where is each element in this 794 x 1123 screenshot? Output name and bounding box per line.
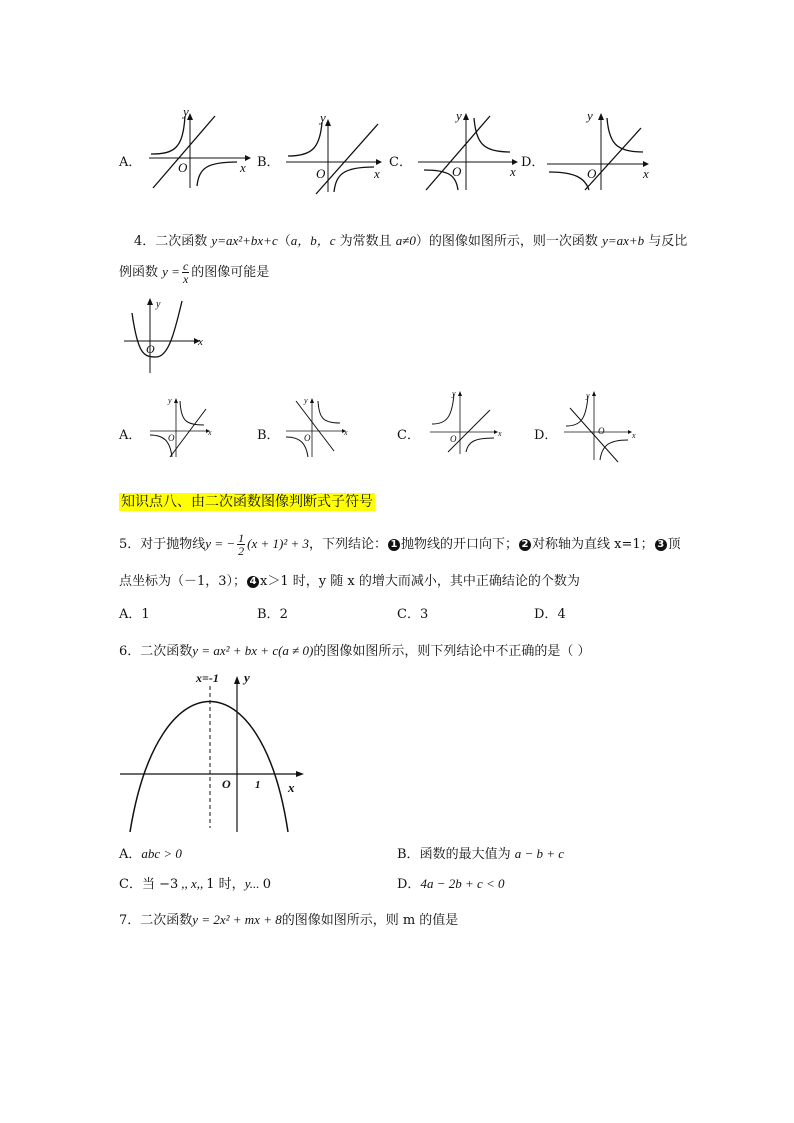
axis-x-label: x xyxy=(208,428,212,437)
q4-fraction xyxy=(182,260,189,285)
q4-parabola-graph xyxy=(120,295,210,377)
choice-value: 4 xyxy=(557,607,566,622)
choice-value: 2 xyxy=(279,607,288,622)
choice-label: B． xyxy=(257,607,280,622)
choice-label: C． xyxy=(119,877,142,892)
q3-option-b-label[interactable]: B． xyxy=(257,155,280,170)
choice-value: abc > 0 xyxy=(141,846,182,861)
q4-option-b-label[interactable]: B． xyxy=(257,428,280,443)
choice-expr: a − b + c xyxy=(514,846,565,861)
q5-number: 5． xyxy=(119,537,141,552)
axis-x-label: x xyxy=(198,336,203,348)
q4-text: 为常数且 xyxy=(335,234,396,249)
q6-choice-c[interactable] xyxy=(119,873,271,892)
q4-option-c-label[interactable]: C． xyxy=(397,428,420,443)
q4-text: ）的图像如图所示，则一次函数 xyxy=(415,234,603,249)
q6-expr: y = ax² + bx + c(a ≠ 0) xyxy=(192,643,314,658)
origin-label: O xyxy=(168,433,175,443)
fraction-denominator: 2 xyxy=(238,544,245,558)
q7-text: 的图像如图所示，则 m 的值是 xyxy=(281,913,459,928)
q4-option-b-graph xyxy=(284,395,352,459)
q4-expr-quadratic: y=ax²+bx+c xyxy=(211,233,278,248)
q3-option-b-graph xyxy=(282,112,392,194)
q7-expr: y = 2x² + mx + 8 xyxy=(192,912,282,927)
q5-expr-suffix: (x + 1)² + 3 xyxy=(247,536,309,551)
circled-number-4: 4 xyxy=(247,576,259,588)
q3-option-a-graph xyxy=(145,104,255,190)
axis-x-label: x xyxy=(510,164,516,179)
choice-label: D． xyxy=(397,877,421,892)
q6-parabola-graph xyxy=(118,668,318,834)
choice-label: A． xyxy=(119,847,142,862)
q4-option-a-label[interactable]: A． xyxy=(119,428,142,443)
q7-number: 7． xyxy=(119,913,141,928)
q6-choice-a[interactable] xyxy=(119,843,182,862)
origin-label: O xyxy=(146,342,155,356)
choice-geq: ... xyxy=(249,876,263,891)
q5-text: ，下列结论： xyxy=(309,537,388,552)
choice-value: 当 −3 xyxy=(141,877,179,892)
choice-value: 1 xyxy=(141,607,150,622)
q5-stem-line1 xyxy=(119,532,681,557)
q6-text: 的图像如图所示，则下列结论中不正确的是（ ） xyxy=(313,644,591,659)
q6-number: 6． xyxy=(119,644,141,659)
q4-option-d-graph xyxy=(562,388,642,462)
section-title xyxy=(119,491,375,511)
section-title-text: 知识点八、由二次函数图像判断式子符号 xyxy=(121,494,373,510)
q3-option-a-label[interactable]: A． xyxy=(119,155,142,170)
origin-label: O xyxy=(222,777,231,791)
axis-y-label: y xyxy=(452,389,456,398)
tick-label-1: 1 xyxy=(255,779,261,791)
q5-expr-prefix: y = − xyxy=(205,536,236,551)
axis-y-label: y xyxy=(586,391,590,400)
circled-number-2: 2 xyxy=(519,539,531,551)
axis-x-label: x xyxy=(643,166,649,181)
q7-stem xyxy=(119,909,458,928)
axis-x-label: x xyxy=(344,428,348,437)
q5-choice-a[interactable] xyxy=(119,603,150,622)
choice-label: B． xyxy=(397,847,420,862)
choice-value: 函数的最大值为 xyxy=(419,847,515,862)
q6-stem xyxy=(119,640,591,659)
q3-option-c-graph xyxy=(414,108,526,190)
circled-number-1: 1 xyxy=(388,539,400,551)
q5-text: 对于抛物线 xyxy=(140,537,206,552)
axis-y-label: y xyxy=(156,299,161,310)
axis-y-label: y xyxy=(304,396,308,405)
q4-text: 的图像可能是 xyxy=(191,265,270,280)
choice-var-y: y xyxy=(244,876,250,891)
axis-x-label: x xyxy=(240,160,246,175)
choice-leq-x: ,, x,, xyxy=(181,876,204,891)
axis-x-label: x xyxy=(498,429,502,438)
axis-y-label: y xyxy=(168,396,172,405)
q5-stem-line2 xyxy=(119,570,580,589)
q4-text: （ xyxy=(277,234,291,249)
q4-coefficients: a，b，c xyxy=(290,233,336,248)
origin-label: O xyxy=(598,426,605,436)
origin-label: O xyxy=(452,164,462,179)
choice-value: 0 xyxy=(262,877,272,892)
origin-label: O xyxy=(316,166,326,181)
origin-label: O xyxy=(450,434,457,444)
fraction-numerator: c xyxy=(182,259,189,273)
q7-text: 二次函数 xyxy=(140,913,193,928)
circled-number-3: 3 xyxy=(655,539,667,551)
q4-fraction-lhs: y = xyxy=(162,264,180,279)
q6-choice-d[interactable] xyxy=(397,873,505,892)
choice-label: D． xyxy=(534,607,558,622)
q5-fraction xyxy=(237,532,245,557)
axis-x-label: x xyxy=(632,431,636,440)
choice-value: 4a − 2b + c < 0 xyxy=(420,876,505,891)
q5-conclusion-3: 点坐标为（－1，3）； xyxy=(119,574,247,589)
choice-value: 3 xyxy=(419,607,429,622)
q4-text: 与反比 xyxy=(644,234,688,249)
q5-choice-b[interactable] xyxy=(257,603,288,622)
q5-conclusion-3-start: 顶 xyxy=(667,537,681,552)
axis-y-label: y xyxy=(587,108,593,123)
axis-x-label: x xyxy=(374,166,380,181)
q3-option-c-label[interactable]: C． xyxy=(389,155,412,170)
fraction-numerator: 1 xyxy=(238,531,245,545)
axis-y-label: y xyxy=(244,670,250,685)
q5-conclusion-4: x＞1 时，y 随 x 的增大而减小，其中正确结论的个数为 xyxy=(260,574,580,589)
axis-y-label: y xyxy=(320,110,326,125)
q4-text: 二次函数 xyxy=(155,234,212,249)
q4-stem-line1 xyxy=(134,230,687,249)
symmetry-axis-label: x=-1 xyxy=(196,671,219,685)
q4-option-a-graph xyxy=(148,395,216,459)
q6-text: 二次函数 xyxy=(140,644,193,659)
q5-choice-c[interactable] xyxy=(397,603,428,622)
q3-option-d-label[interactable]: D． xyxy=(521,155,545,170)
fraction-denominator: x xyxy=(182,272,189,286)
axis-y-label: y xyxy=(183,104,189,119)
q4-text: 例函数 xyxy=(119,265,163,280)
origin-label: O xyxy=(587,166,597,181)
origin-label: O xyxy=(304,433,311,443)
axis-y-label: y xyxy=(456,108,462,123)
q4-option-c-graph xyxy=(428,388,508,454)
choice-label: C． xyxy=(397,607,420,622)
q4-stem-line2 xyxy=(119,258,269,287)
origin-label: O xyxy=(178,160,188,175)
q4-expr-linear: y=ax+b xyxy=(602,233,645,248)
q5-conclusion-2: 对称轴为直线 x=1； xyxy=(532,537,654,552)
axis-x-label: x xyxy=(288,780,295,795)
choice-value: 1 时， xyxy=(206,877,245,892)
q4-option-d-label[interactable]: D． xyxy=(534,428,558,443)
q4-number: 4． xyxy=(134,234,156,249)
q3-option-d-graph xyxy=(545,108,657,190)
q4-condition: a≠0 xyxy=(395,233,416,248)
q5-choice-d[interactable] xyxy=(534,603,566,622)
q6-choice-b[interactable] xyxy=(397,843,564,862)
q5-conclusion-1: 抛物线的开口向下； xyxy=(401,537,519,552)
choice-label: A． xyxy=(119,607,142,622)
